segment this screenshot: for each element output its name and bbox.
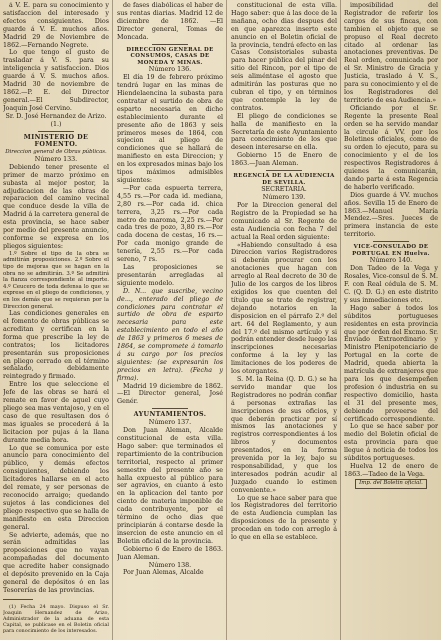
- paragraph: Oficiando por el Sr. Regente la presente Real orden se ha servido mandar la circule á VV. por los Boletines oficiales, como de su orden lo ejecuto, para su conocimiento y el de los respectivos Registradores á quienes la comunicarán, dando parte á esta Regencia de haberlo verificado.: [344, 104, 438, 191]
- column-rule: [226, 0, 227, 640]
- column-4: [344, 2, 438, 638]
- section-heading: REGENCIA DE LA AUDIENCIA DE SEVILLA.: [233, 173, 335, 186]
- paragraph: Lo que tengo el gusto de trasladar á V. S. para su inteligencia y satisfaccion. Dios guarde á V. S. muchos años. Madrid 30 de noviembre de 1862.—P. E. del Director general.—El Subdirector, Joaquin José Cervino.: [3, 49, 109, 112]
- section-subheading: SECRETARIA.: [261, 186, 307, 194]
- section-heading: MINISTERIO DE FOMENTO.: [23, 133, 89, 149]
- section-heading: DIRECCION GENERAL DE CONSUMOS, CASAS DE MONEDA Y MINAS.: [126, 46, 214, 66]
- paragraph: de fases diabólicas el haber de sus rentas diarias. Madrid 12 de diciembre de 1862. —El Director general, Tomas de Moncada.: [117, 2, 223, 41]
- signoff: Gobierno 15 de Enero de 1863.—Juan Aleman.: [231, 152, 337, 168]
- notice-number: Número 139.: [262, 194, 306, 202]
- paragraph: El pliego de condiciones se halla de manifiesto en la Secretaría de este Ayuntamiento para conocimiento de los que deseen interesarse en ella.: [231, 112, 337, 152]
- paragraph: Lo que se hace saber por medio del Boletin oficial de esta provincia para que llegue á noticia de todos los súbditos portugueses.: [344, 423, 438, 463]
- column-1: [3, 2, 109, 638]
- separator: [152, 408, 188, 409]
- section-heading: AYUNTAMIENTOS.: [133, 411, 207, 419]
- notice-number: Número 138.: [148, 561, 192, 569]
- signoff: Madrid 19 diciembre de 1862. —El Director general, José Genér.: [117, 382, 223, 406]
- footnote-rule: [3, 599, 33, 600]
- conditions-list: 1.º Sobre el tipo de la obra se admitirán proposiciones. 2.º Sobre el tipo de mejoras que se hagan en la obra no se admitirán. 3.º Se admitirá la fianza correspondiente al importe. 4.º Ceucero de toda defensa lo que se exprese en el pliego de condiciones, y en los demás que se requieran por la Direccion general.: [3, 250, 109, 310]
- paragraph: Se advierte, además, que no serán admitidas las proposiciones que no vayan acompañadas del documento que acredite haber consignado el depósito prevenido en la Caja general de depósitos ó en las Tesorerías de las provincias.: [3, 531, 109, 594]
- paragraph: á V. E. para su conocimiento y satisfaccion del interesado y efectos consiguientes. Dios guarde á V. E. muchos años. Madrid 29 de Noviembre de 1862.—Fernando Negrete.: [3, 2, 109, 49]
- separator: [38, 131, 74, 132]
- section-heading: VICE-CONSULADO DE PORTUGAL EN Huelva.: [352, 244, 430, 257]
- notice-number: Número 136.: [148, 66, 192, 74]
- separator: [152, 44, 188, 45]
- paragraph: Don Tadeo de la Vega y Rosales, Vice-consul de S. M. F. con Real cédula de S. M. C. (Q. D. G.) en este distrito y sus inmediaciones etc.: [344, 265, 438, 304]
- notice-number: Número 133.: [34, 155, 78, 163]
- bid-model: D. N... que suscribe, vecino de..., enterado del pliego de condiciones para contratar el surtido de obra de esparto necesaria para este establecimiento en todo el año de 1863 y primeros 6 meses de 1864, se compromete á tomarlo á su cargo por los precios siguientes: (se expresarán los precios en letra). (Fecha y firma).: [117, 287, 223, 382]
- footnote: (1) Fecha 24 mayo. Dispuso el Sr. Joaquin Hernandez de Arizo, Administrador de la aduana de esta Capital, se publicase en el Boletin oficial para conocimiento de los interesados.: [3, 603, 109, 634]
- paragraph: Lo que se comunica por este anuncio para conocimiento del público, y demás efectos consiguientes, debiendo los licitadores hallarse en el acto del remate, y ser personas de reconocido arraigo; quedando sujetos á las condiciones del pliego respectivo que se halla de manifiesto en esta Direccion general.: [3, 444, 109, 531]
- paragraph: «Habiendo consultado á esa Direccion varios Registradores si deberán procurar con los anotaciones que hagan con arreglo al Real decreto de 30 de Julio de los cargos de los libros exigidos los que cuenten del título que se trate de registrar, dejando notarios en la disposicion en el párrafo 2.º del art. 64 del Reglamento, y aun del 17.º del mismo artículo y si podrán entender desde luego las inscripciones necesarias conforme á la ley y las limitaciones de los poderes de los otorgantes.: [231, 241, 337, 376]
- column-3: [231, 2, 337, 638]
- column-rule: [340, 0, 341, 640]
- separator: [373, 241, 409, 242]
- printer-stamp: Imp. del Boletin oficial.: [355, 479, 427, 489]
- section-subheading: Direccion general de Obras públicas.: [5, 149, 107, 156]
- price-list: —Por cada espuerta terrera, 4,55 rs.—Por cada id. mediana, 2,80 rs.—Por cada id. chica terrera, 3,25 rs.—Por cada metro de maroma, 2,25 rs.—Por cada tres de pozo, 3,80 rs.—Por cada docena de cestas, 16 rs.—Por cada monigo grande de tenería, 2,55 rs.—Por cada sereno, 7 rs.: [117, 184, 223, 264]
- signoff: Dios guarde á VV. muchos años. Sevilla 15 de Enero de 1863.—Manuel María Mendez.—Sres. Jueces de primera instancia de este territorio.: [344, 191, 438, 239]
- paragraph: Por Juan Alemas, Alcalde: [123, 569, 204, 577]
- paragraph: Hago saber á todos los súbditos portugueses residentes en esta provincia que por órden del Excmo. Sr. Enviado Extraordinario y Ministro Plenipotenciario de Portugal en la corte de Madrid, queda abierta la matrícula de extranjeros que para los que desempeñen profesion ó industria en su respectivo domicilio, hasta el 31 del presente mes, debiendo proveerse del certificado correspondiente.: [344, 304, 438, 423]
- signoff: Huelva 12 de enero de 1863.—Tadeo de la Vega.: [344, 462, 438, 478]
- paragraph: Entre los que seleccione el Jefe de las obras se hará el remate en favor de aquel cuyo pliego sea mas ventajoso, y en el caso de que resultasen dos ó mas iguales se procederá á la licitacion por pujas á la llana durante media hora.: [3, 381, 109, 444]
- paragraph: Por la Direccion general del Registro de la Propiedad se ha comunicado al Sr. Regente de esta Audiencia con fecha 7 del actual la Real orden siguiente:: [231, 202, 337, 241]
- column-rule: [112, 0, 113, 640]
- column-2: [117, 2, 223, 638]
- paragraph: imposibilidad del Registrador de referir los cargos de sus fincas, con tambien el objeto que se propuso el Real decreto citado al ordenar las anotaciones preventivas. De Real orden, comunicada por el Sr. Ministro de Gracia y Justicia, traslado á V. S., para su conocimiento y el de los Registradores del territorio de esa Audiencia.»: [344, 2, 438, 104]
- notice-number: Número 140.: [369, 257, 413, 265]
- addressee: Sr. D. José Hernandez de Arizo. (1.): [5, 112, 107, 128]
- paragraph: S. M. la Reina (Q. D. G.) se ha servido mandar que los Registradores no podrán confiar á personas extrañas las inscripciones de sus oficios, y que deberán practicar por sí mismos las anotaciones y registros correspondientes á los libros y documentos presentados, en la forma prevenida por la ley, bajo su responsabilidad, y que los interesados podrán acudir al Juzgado cuando lo estimen conveniente.»: [231, 375, 337, 494]
- paragraph: Las proposiciones se presentarán arregladas al siguiente modelo.: [117, 263, 223, 287]
- paragraph: Debiendo tener presente el primer de marzo próximo en subasta al mejor postor, la adjudicacion de las obras de reparacion del camino vecinal que conduce desde la villa de Madrid á la carretera general de esta provincia, se hace saber por medio del presente anuncio, conforme se expresa en los pliegos siguientes:: [3, 163, 109, 250]
- paragraph: Don Juan Aleman, Alcalde constitucional de esta villa. Hago saber: que terminados el repartimiento de la contribucion territorial, respecto al primer semestre del presente año se halla expuesto al público para ser agravios, en cuanto á esto en la aplicacion del tanto por ciento de materia imponible de cada contribuyente, por el término de ocho dias que principiarán á contarse desde la insercion de este anuncio en el Boletin oficial de la provincia.: [117, 427, 223, 545]
- paragraph: Las condiciones generales en el fomento de obras públicas se acreditan y certifican en la forma que prescribe la ley de contratos; los licitadores presentarán sus proposiciones en pliego cerrado en el término señalado, debidamente reintegrado y firmado.: [3, 310, 109, 381]
- paragraph: constitucional de esta villa. Hago saber: que á las doce de la mañana, ocho dias despues del en que aparezca inserto este anuncio en el Boletin oficial de la provincia, tendrá efecto en las Casas Consistoriales subasta para hacer pública del pinar del sitio del Rincon, por el tipo de seis aliméntase el agosto que admitirán las posturas que no cubran el tipo, y en términos que contemple la ley de contratos.: [231, 2, 337, 112]
- separator: [266, 170, 302, 171]
- signoff: Gobierno 6 de Enero de 1863. Juan Aleman.: [117, 545, 223, 561]
- notice-number: Número 137.: [148, 419, 192, 427]
- paragraph: El día 19 de febrero próximo tendrá lugar en las minas de Hiendelaencina la subasta para contratar el surtido de obra de esparto necesaria en dicho establecimiento durante el presente año de 1863 y seis primeros meses de 1864, con sujecion al pliego de condiciones que se hallará de manifiesto en esta Direccion; y en los expresados minas bajo los tipos máximos admisibles siguientes:: [117, 74, 223, 184]
- paragraph: Lo que se hace saber para que los Registradores del territorio de esta Audiencia cumplan las disposiciones de la presente y procedan en todo con arreglo á lo que en ella se establece.: [231, 494, 337, 542]
